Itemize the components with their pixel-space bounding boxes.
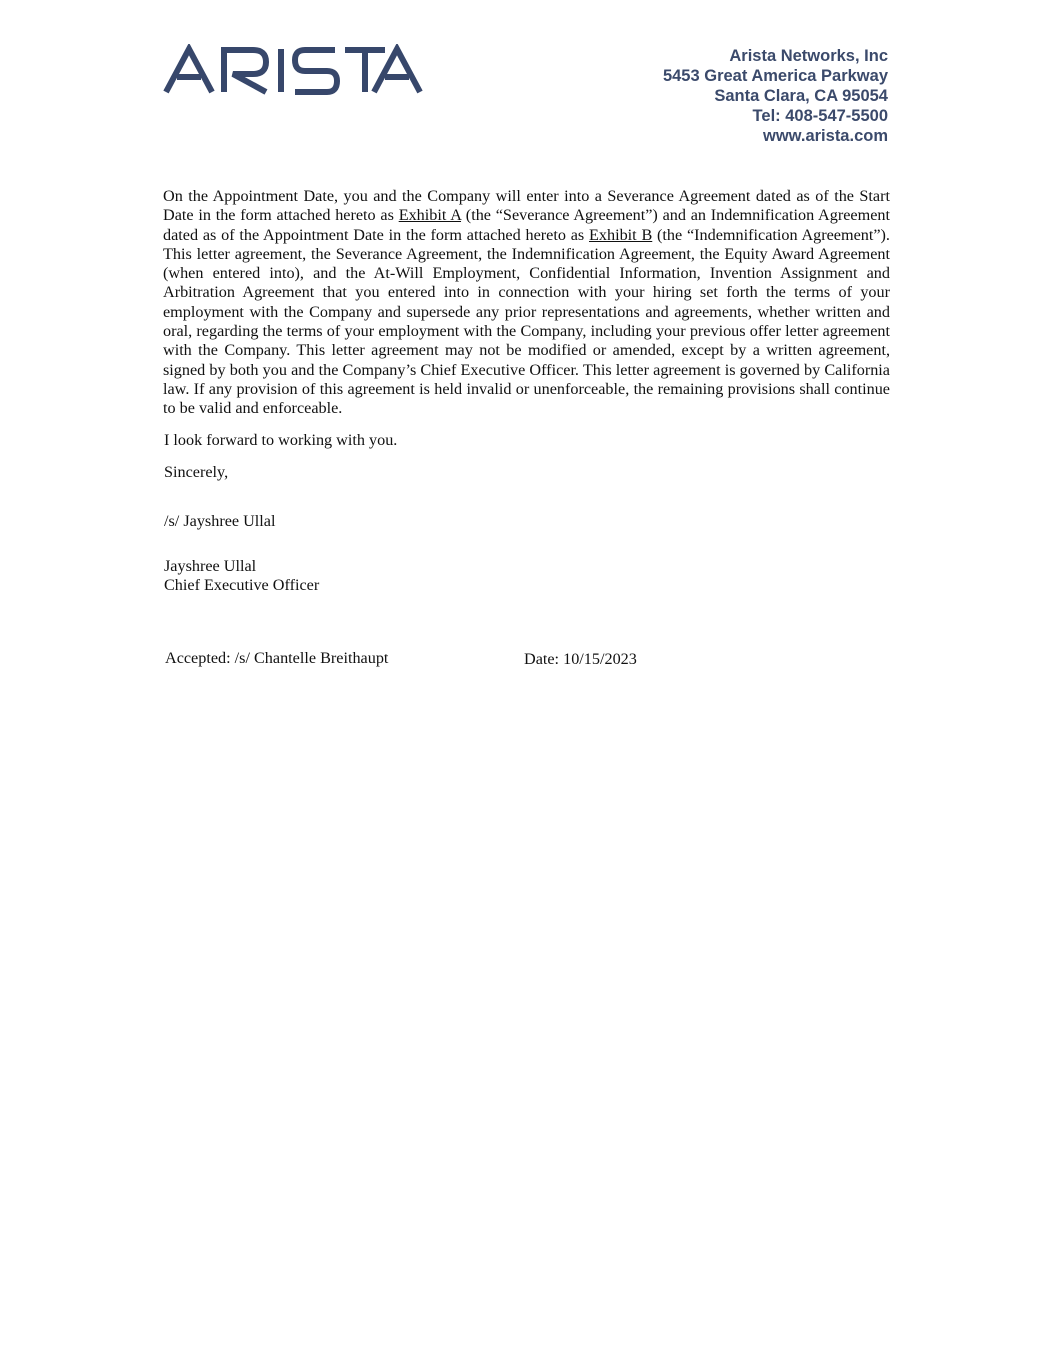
exhibit-b-reference: Exhibit B: [589, 225, 653, 244]
acceptance-signature: Accepted: /s/ Chantelle Breithaupt: [165, 649, 389, 667]
signer-title: Chief Executive Officer: [164, 576, 320, 594]
logo-letter-a2: [374, 49, 420, 92]
exhibit-a-reference: Exhibit A: [398, 206, 462, 225]
logo-letter-r: [224, 50, 266, 92]
logo-letter-s: [295, 50, 337, 92]
telephone: Tel: 408-547-5500: [752, 107, 888, 125]
acceptance-date: Date: 10/15/2023: [524, 650, 637, 668]
paragraph-part-2: (the “Severance Agreement”) and an Indemnification Agreement dated as of the Appointment Date in the form attached hereto as: [163, 206, 890, 244]
salutation: Sincerely,: [164, 463, 229, 481]
paragraph-part-3: (the “Indemnification Agreement”). This letter agreement, the Severance Agreement, the Indemnification Agreement, the Equity Award Agreement (when entered into), and the At-Will Employment, Confidential Information, Invention Assignment and Arbitration Agreement that you entered into in connection with your hiring set forth the terms of your employment with the Company and supersede any prior representations and agreements, whether written and oral, regarding the terms of your employment with the Company, including your previous offer letter agreement with the Company. This letter agreement may not be modified or amended, except by a written agreement, signed by both you and the Company’s Chief Executive Officer. This letter agreement is governed by California law. If any provision of this agreement is held invalid or unenforceable, the remaining provisions shall continue to be valid and enforceable.: [163, 225, 890, 418]
logo-letter-a1: [166, 49, 212, 92]
city-state-zip: Santa Clara, CA 95054: [714, 87, 888, 105]
website: www.arista.com: [762, 127, 888, 145]
arista-logo-graphic: [163, 44, 423, 96]
agreement-paragraph: [163, 187, 890, 419]
ceo-signature: /s/ Jayshree Ullal: [164, 512, 276, 530]
signer-name: Jayshree Ullal: [164, 557, 257, 575]
company-name: Arista Networks, Inc: [729, 47, 888, 65]
arista-logo: [163, 44, 423, 96]
paragraph-part-1: On the Appointment Date, you and the Company will enter into a Severance Agreement dated as of the Start Date in the form attached hereto as: [163, 187, 890, 225]
closing-sentence: I look forward to working with you.: [164, 431, 398, 449]
letterhead-address: [663, 46, 888, 146]
street-address: 5453 Great America Parkway: [662, 67, 888, 85]
